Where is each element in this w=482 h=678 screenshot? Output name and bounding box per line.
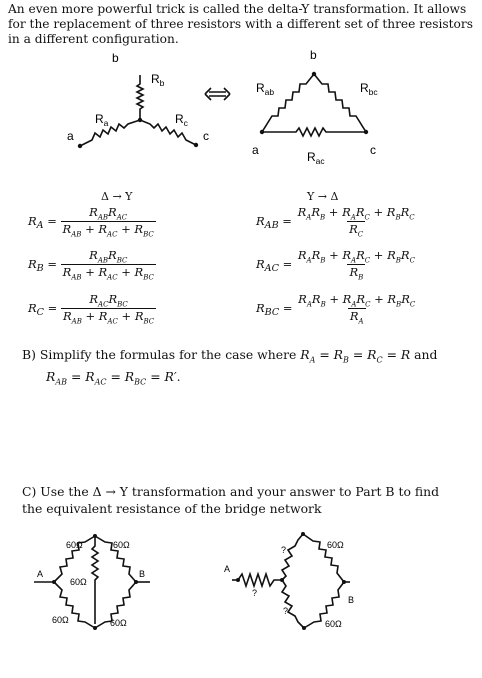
formula-rab-n4: C (364, 213, 370, 222)
bridge-right-r-top (282, 534, 303, 580)
formula-rac-lhs-sub: AC (264, 263, 279, 275)
bridge-left-node-bottom (93, 626, 97, 630)
formula-rbc-lhs-sub: BC (264, 307, 280, 319)
delta-resistor-ab (262, 74, 314, 132)
double-arrow (205, 88, 230, 100)
bridge-right-node-top (301, 532, 305, 536)
delta-label-rab: $R_{ab}$ (256, 81, 275, 97)
part-b-condition-2: $R_{AB} = R_{AC} = R_{BC} = R'$ (46, 369, 177, 387)
wye-label-node-c: c (203, 129, 209, 143)
part-c-label: C) (22, 484, 37, 499)
bridge-left-label-bottom-left: 60Ω (52, 615, 69, 625)
wye-center-node (138, 118, 142, 122)
delta-resistor-bc (314, 74, 366, 132)
delta-node-c (364, 130, 368, 134)
formula-rac-denominator: $R_B$ (349, 265, 364, 282)
delta-label-node-a: a (252, 143, 259, 157)
delta-node-a (260, 130, 264, 134)
wye-node-c (194, 143, 198, 147)
formula-rc-numerator: $R_{AC}R_{BC}$ (89, 292, 128, 309)
formula-rbc-n3: A (351, 300, 357, 309)
bridge-right-label-bottom-right: 60Ω (325, 619, 342, 629)
formula-rac: $R_{AC}$ = $\frac{R_AR_B + R_AR_C + R_BR_C}{R_B}$ (256, 248, 415, 282)
bridge-left-node-b (134, 580, 138, 584)
wye-label-node-b: b (112, 51, 119, 65)
formula-ra-lhs-sub: A (36, 220, 44, 232)
delta-label-node-b: b (310, 48, 317, 62)
wye-label-rb: $R_b$ (151, 72, 165, 88)
formula-rbc-numerator: $R_AR_B + R_AR_C + R_BR_C$ (298, 292, 416, 309)
part-b-condition-1: $R_A = R_B = R_C = R$ (300, 347, 411, 365)
bridge-right-label-node-a: A (224, 564, 231, 574)
formula-ra-den-sub2: AC (107, 230, 118, 239)
bridge-right-label-ab: ? (252, 588, 258, 598)
formula-rb-fraction (61, 248, 156, 282)
bridge-left-label-node-a: A (37, 569, 44, 579)
part-c-text: Use the Δ → Y transformation and your answer to Part B to find the equivalent resistance of the bridge network (22, 484, 440, 516)
formula-rab-denominator: $R_C$ (349, 222, 364, 239)
bridge-left-r-middle (92, 536, 98, 624)
wye-resistor-a (80, 120, 140, 146)
formula-rab-n6: C (409, 213, 415, 222)
bridge-right-node-center (280, 578, 284, 582)
formula-rac-den-sub: B (358, 273, 364, 282)
bridge-left-node-top (93, 534, 97, 538)
formula-ra-den-sub3: BC (143, 230, 154, 239)
wye-ra-subscript: a (103, 118, 109, 128)
formula-rab-n5: B (395, 213, 401, 222)
formula-rab: $R_{AB}$ = $\frac{R_AR_B + R_AR_C + R_BR_C}{R_C}$ (256, 205, 415, 239)
formula-rac-n1: A (306, 256, 312, 265)
formula-rc-den-sub2: AC (107, 317, 118, 326)
wye-node-a (78, 144, 82, 148)
wye-resistor-b (137, 75, 143, 120)
bridge-right-r-ab (238, 574, 282, 586)
formula-rb-num-sub1: AB (97, 256, 109, 265)
formula-rac-numerator: $R_AR_B + R_AR_C + R_BR_C$ (297, 248, 415, 265)
formula-rab-fraction (296, 205, 417, 239)
delta-node-b (312, 72, 316, 76)
formula-rc-den-sub1: AB (71, 317, 82, 326)
formula-rab-n3: A (350, 213, 356, 222)
bridge-right-node-b (342, 580, 346, 584)
formula-rb-den-sub2: AC (107, 273, 118, 282)
bridge-right-label-node-b: B (348, 595, 355, 605)
formula-rb-den-sub3: BC (143, 273, 154, 282)
formula-ra-den-sub1: AB (71, 230, 82, 239)
formula-rb-num-sub2: BC (116, 256, 128, 265)
delta-rbc-subscript: bc (368, 87, 378, 97)
formula-rac-n5: B (395, 256, 401, 265)
bridge-left-label-top-right: 60Ω (113, 540, 130, 550)
formula-rbc-n6: C (409, 300, 416, 309)
formula-rbc-n2: B (320, 300, 326, 309)
bridge-left-label-middle: 60Ω (70, 577, 87, 587)
delta-label-node-c: c (370, 143, 376, 157)
formula-rac-n4: C (364, 256, 371, 265)
formula-rc-num-sub1: AC (98, 300, 109, 309)
part-b-text: Simplify the formulas for the case where (39, 347, 297, 362)
formula-rbc-fraction (296, 292, 417, 326)
formula-rab-lhs-sub: AB (264, 220, 279, 232)
part-b: B) Simplify the formulas for the case where $R_A = R_B = R_C = R$ and $R_{AB} = R_{AC} = R_{BC} = R'$. (22, 347, 438, 387)
wye-label-ra: $R_a$ (95, 112, 109, 128)
bridge-right-node-bottom (302, 626, 306, 630)
bridge-left-label-bottom-right: 60Ω (110, 618, 127, 628)
bridge-right-r-bottom (282, 580, 304, 628)
formula-rb-lhs-sub: B (36, 263, 44, 275)
delta-resistor-ac (262, 128, 366, 136)
formula-ra-fraction (61, 205, 156, 239)
formula-rab-numerator: $R_AR_B + R_AR_C + R_BR_C$ (297, 205, 415, 222)
formula-rab-n2: B (320, 213, 326, 222)
formula-rac-fraction (296, 248, 417, 282)
delta-rac-subscript: ac (315, 156, 325, 166)
formula-ra-denominator: $R_{AB} + R_{AC} + R_{BC}$ (62, 222, 154, 239)
formula-rab-n1: A (306, 213, 312, 222)
formula-rc-den-sub3: BC (143, 317, 155, 326)
delta-label-rbc: $R_{bc}$ (360, 81, 378, 97)
formula-header-y-to-delta: Y → Δ (307, 190, 339, 203)
delta-rab-subscript: ab (264, 87, 275, 97)
formula-rc: $R_C$ = $\frac{R_{AC}R_{BC}}{R_{AB} + R_{AC} + R_{BC}}$ (28, 292, 155, 326)
formula-rbc-n1: A (306, 300, 312, 309)
formula-rbc-n5: B (396, 300, 402, 309)
formula-rbc-denominator: $R_A$ (349, 309, 364, 326)
bridge-right-label-bottom: ? (283, 606, 289, 616)
formula-ra-num-sub2: AC (116, 213, 128, 222)
formula-rbc: $R_{BC}$ = $\frac{R_AR_B + R_AR_C + R_BR_C}{R_A}$ (256, 292, 416, 326)
bridge-left-label-node-b: B (139, 569, 146, 579)
formula-ra-num-sub1: AB (97, 213, 109, 222)
bridge-left-label-top-left: 60Ω (66, 540, 83, 550)
intro-paragraph: An even more powerful trick is called the delta-Y transformation. It allows for the replacement of three resistors with a different set of three resistors in a different configuration. (8, 2, 473, 46)
formula-rac-n6: C (409, 256, 415, 265)
wye-label-node-a: a (67, 129, 74, 143)
wye-rb-subscript: b (159, 78, 165, 88)
wye-label-rc: $R_c$ (175, 112, 188, 128)
wye-rc-subscript: c (183, 118, 188, 128)
formula-ra: $R_A$ = $\frac{R_{AB}R_{AC}}{R_{AB} + R_{AC} + R_{BC}}$ (28, 205, 154, 239)
formula-rb-den-sub1: AB (71, 273, 82, 282)
bridge-left-node-a (52, 580, 56, 584)
part-b-label: B) (22, 347, 36, 362)
bridge-right-node-a (236, 578, 240, 582)
formula-rac-n2: B (320, 256, 326, 265)
formula-ra-numerator: $R_{AB}R_{AC}$ (89, 205, 128, 222)
formula-rab-den-sub: C (357, 230, 364, 239)
formula-rc-num-sub2: BC (117, 300, 128, 309)
formula-header-delta-to-y: Δ → Y (101, 190, 133, 203)
bridge-right-label-top-right: 60Ω (327, 540, 344, 550)
formula-rc-lhs-sub: C (36, 307, 45, 319)
part-c (22, 483, 462, 517)
formula-rb: $R_B$ = $\frac{R_{AB}R_{BC}}{R_{AB} + R_{AC} + R_{BC}}$ (28, 248, 154, 282)
formula-rbc-den-sub: A (358, 317, 364, 326)
formula-rc-denominator: $R_{AB} + R_{AC} + R_{BC}$ (62, 309, 155, 326)
delta-label-rac: $R_{ac}$ (307, 150, 325, 166)
formula-rac-n3: A (351, 256, 357, 265)
formula-rc-fraction (61, 292, 156, 326)
bridge-right-label-top: ? (281, 545, 287, 555)
formula-rbc-n4: C (365, 300, 371, 309)
formula-rb-denominator: $R_{AB} + R_{AC} + R_{BC}$ (62, 265, 154, 282)
formula-rb-numerator: $R_{AB}R_{BC}$ (89, 248, 128, 265)
